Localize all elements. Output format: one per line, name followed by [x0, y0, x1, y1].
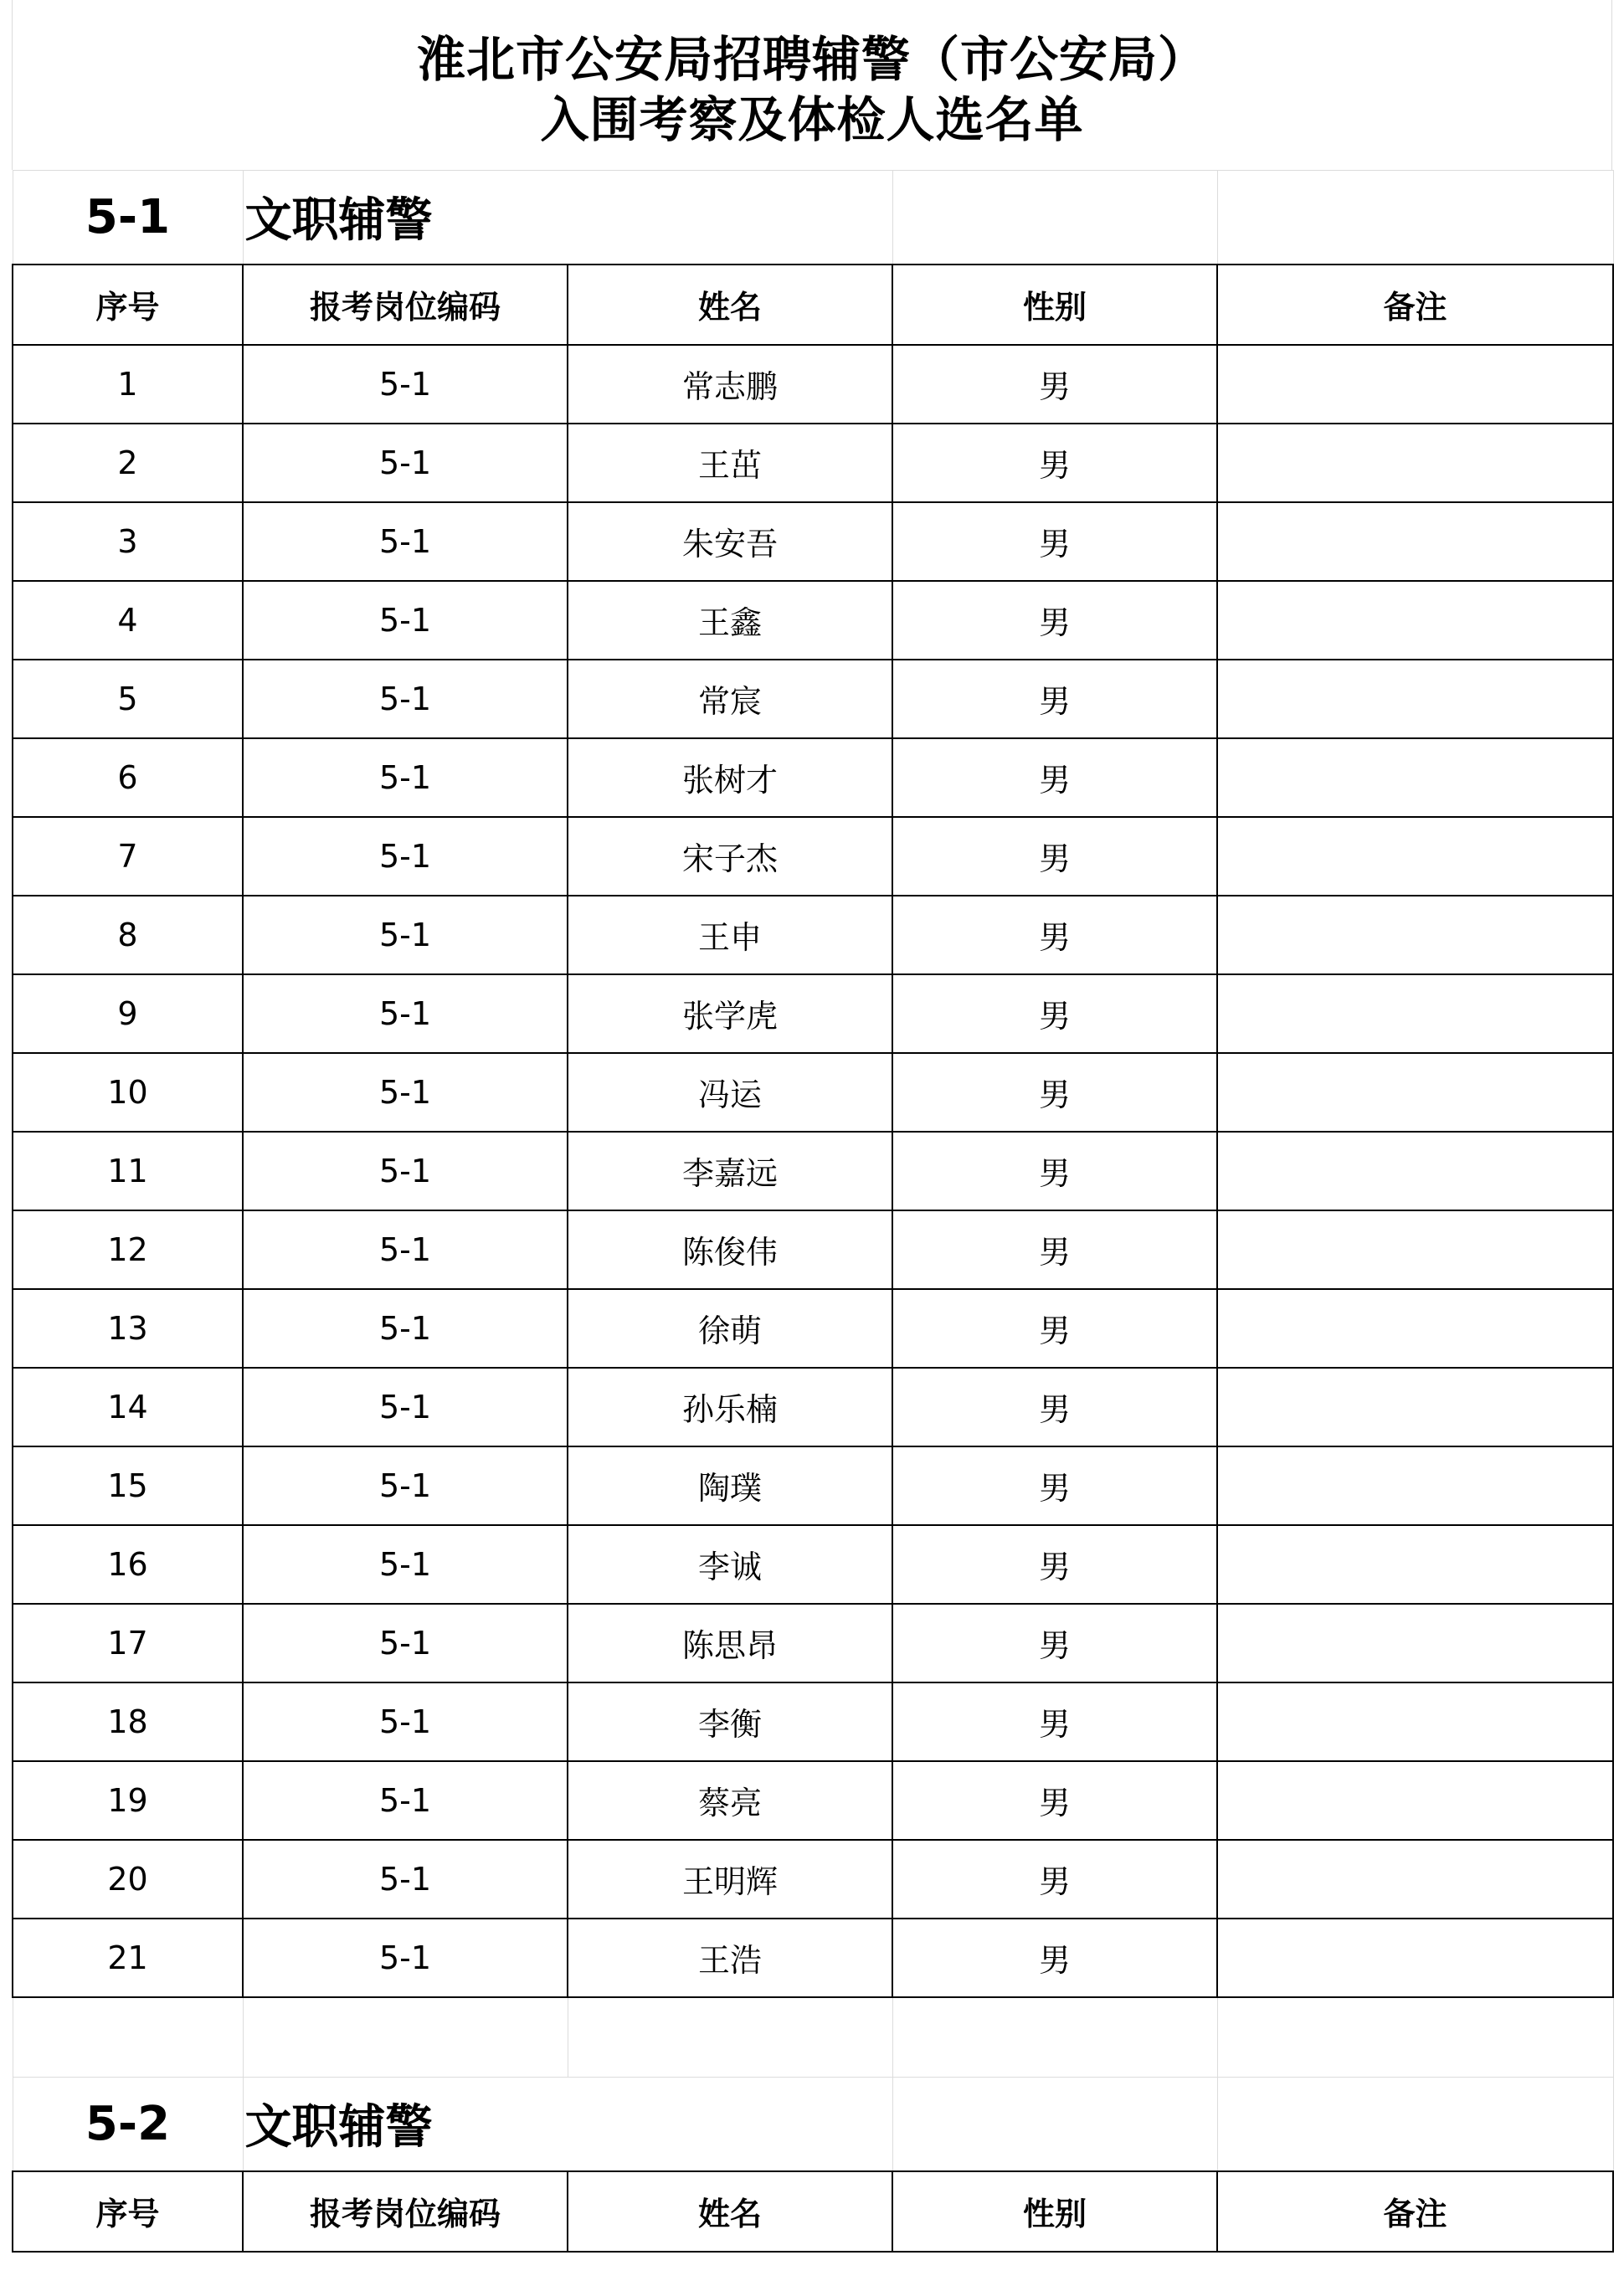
table-row [13, 1682, 1613, 1761]
cell-name: 王申 [568, 896, 892, 974]
cell-name: 张学虎 [568, 974, 892, 1053]
cell-remark [1217, 1368, 1613, 1446]
cell-gender: 男 [892, 424, 1217, 502]
section-position-type: 文职辅警 [243, 171, 568, 265]
table-row [13, 1525, 1613, 1604]
cell-index: 15 [13, 1446, 243, 1525]
cell-name: 徐萌 [568, 1289, 892, 1368]
cell-index: 20 [13, 1840, 243, 1919]
cell-code: 5-1 [243, 1446, 568, 1525]
section-empty-cell [568, 171, 892, 265]
section-empty-cell [1217, 2078, 1613, 2171]
cell-index: 11 [13, 1132, 243, 1210]
table-header-row [13, 265, 1613, 345]
cell-name: 王明辉 [568, 1840, 892, 1919]
cell-code: 5-1 [243, 1919, 568, 1997]
table-row [13, 896, 1613, 974]
column-header-remark: 备注 [1217, 265, 1613, 345]
cell-gender: 男 [892, 1053, 1217, 1132]
cell-gender: 男 [892, 1368, 1217, 1446]
cell-code: 5-1 [243, 1840, 568, 1919]
cell-code: 5-1 [243, 1210, 568, 1289]
table-row [13, 502, 1613, 581]
table-row [13, 1919, 1613, 1997]
table-row [13, 1289, 1613, 1368]
cell-index: 6 [13, 738, 243, 817]
cell-remark [1217, 660, 1613, 738]
cell-remark [1217, 738, 1613, 817]
cell-remark [1217, 1525, 1613, 1604]
cell-remark [1217, 1682, 1613, 1761]
cell-remark [1217, 345, 1613, 424]
title-block [12, 0, 1612, 170]
cell-remark [1217, 424, 1613, 502]
cell-index: 13 [13, 1289, 243, 1368]
section-empty-cell [892, 171, 1217, 265]
cell-gender: 男 [892, 1446, 1217, 1525]
column-header-remark: 备注 [1217, 2171, 1613, 2252]
cell-index: 10 [13, 1053, 243, 1132]
cell-gender: 男 [892, 1682, 1217, 1761]
cell-code: 5-1 [243, 581, 568, 660]
cell-gender: 男 [892, 738, 1217, 817]
cell-index: 1 [13, 345, 243, 424]
cell-index: 9 [13, 974, 243, 1053]
cell-index: 3 [13, 502, 243, 581]
section-heading [13, 171, 1613, 265]
cell-name: 陈俊伟 [568, 1210, 892, 1289]
table-row [13, 345, 1613, 424]
cell-name: 孙乐楠 [568, 1368, 892, 1446]
cell-code: 5-1 [243, 502, 568, 581]
candidate-table [12, 170, 1614, 2253]
cell-remark [1217, 1919, 1613, 1997]
cell-index: 5 [13, 660, 243, 738]
table-row [13, 424, 1613, 502]
cell-remark [1217, 1446, 1613, 1525]
cell-name: 王浩 [568, 1919, 892, 1997]
cell-code: 5-1 [243, 817, 568, 896]
cell-code: 5-1 [243, 896, 568, 974]
table-row [13, 1132, 1613, 1210]
cell-code: 5-1 [243, 1289, 568, 1368]
table-body [13, 171, 1613, 2252]
document-sheet [12, 0, 1612, 2253]
cell-name: 陶璞 [568, 1446, 892, 1525]
cell-remark [1217, 896, 1613, 974]
cell-name: 蔡亮 [568, 1761, 892, 1840]
cell-gender: 男 [892, 581, 1217, 660]
cell-code: 5-1 [243, 424, 568, 502]
cell-name: 常宸 [568, 660, 892, 738]
cell-name: 李嘉远 [568, 1132, 892, 1210]
cell-index: 8 [13, 896, 243, 974]
cell-gender: 男 [892, 896, 1217, 974]
page-title: 淮北市公安局招聘辅警（市公安局） [416, 31, 1207, 88]
column-header-index: 序号 [13, 2171, 243, 2252]
cell-gender: 男 [892, 1132, 1217, 1210]
table-row [13, 660, 1613, 738]
table-row [13, 1210, 1613, 1289]
cell-name: 陈思昂 [568, 1604, 892, 1682]
cell-remark [1217, 974, 1613, 1053]
cell-name: 朱安吾 [568, 502, 892, 581]
section-position-type: 文职辅警 [243, 2078, 568, 2171]
cell-name: 张树才 [568, 738, 892, 817]
cell-gender: 男 [892, 502, 1217, 581]
cell-name: 王茁 [568, 424, 892, 502]
table-row [13, 1053, 1613, 1132]
cell-gender: 男 [892, 1289, 1217, 1368]
cell-gender: 男 [892, 1604, 1217, 1682]
cell-index: 21 [13, 1919, 243, 1997]
cell-index: 19 [13, 1761, 243, 1840]
cell-name: 冯运 [568, 1053, 892, 1132]
table-row [13, 1761, 1613, 1840]
cell-gender: 男 [892, 345, 1217, 424]
cell-name: 王鑫 [568, 581, 892, 660]
column-header-index: 序号 [13, 265, 243, 345]
table-row [13, 1368, 1613, 1446]
cell-remark [1217, 1289, 1613, 1368]
cell-gender: 男 [892, 1919, 1217, 1997]
cell-gender: 男 [892, 974, 1217, 1053]
cell-gender: 男 [892, 817, 1217, 896]
cell-code: 5-1 [243, 1053, 568, 1132]
cell-index: 7 [13, 817, 243, 896]
column-header-name: 姓名 [568, 265, 892, 345]
cell-name: 李衡 [568, 1682, 892, 1761]
cell-code: 5-1 [243, 1132, 568, 1210]
section-code: 5-1 [13, 171, 243, 265]
cell-gender: 男 [892, 1525, 1217, 1604]
cell-remark [1217, 1840, 1613, 1919]
cell-gender: 男 [892, 660, 1217, 738]
section-empty-cell [892, 2078, 1217, 2171]
section-heading [13, 2078, 1613, 2171]
cell-code: 5-1 [243, 1368, 568, 1446]
cell-remark [1217, 1761, 1613, 1840]
cell-gender: 男 [892, 1210, 1217, 1289]
cell-code: 5-1 [243, 1682, 568, 1761]
cell-index: 2 [13, 424, 243, 502]
column-header-gender: 性别 [892, 265, 1217, 345]
table-row [13, 817, 1613, 896]
cell-name: 李诚 [568, 1525, 892, 1604]
cell-code: 5-1 [243, 974, 568, 1053]
page-subtitle: 入围考察及体检人选名单 [540, 91, 1084, 148]
column-header-code: 报考岗位编码 [243, 2171, 568, 2252]
cell-remark [1217, 1053, 1613, 1132]
cell-code: 5-1 [243, 1525, 568, 1604]
table-row [13, 581, 1613, 660]
cell-code: 5-1 [243, 1761, 568, 1840]
cell-remark [1217, 502, 1613, 581]
cell-gender: 男 [892, 1761, 1217, 1840]
cell-remark [1217, 1132, 1613, 1210]
cell-gender: 男 [892, 1840, 1217, 1919]
cell-code: 5-1 [243, 660, 568, 738]
cell-remark [1217, 1604, 1613, 1682]
cell-index: 14 [13, 1368, 243, 1446]
cell-index: 18 [13, 1682, 243, 1761]
table-row [13, 738, 1613, 817]
section-empty-cell [1217, 171, 1613, 265]
cell-index: 17 [13, 1604, 243, 1682]
cell-name: 宋子杰 [568, 817, 892, 896]
cell-code: 5-1 [243, 345, 568, 424]
table-header-row [13, 2171, 1613, 2252]
cell-index: 16 [13, 1525, 243, 1604]
cell-remark [1217, 817, 1613, 896]
spacer-row [13, 1997, 1613, 2078]
cell-index: 12 [13, 1210, 243, 1289]
cell-remark [1217, 581, 1613, 660]
cell-index: 4 [13, 581, 243, 660]
cell-remark [1217, 1210, 1613, 1289]
column-header-name: 姓名 [568, 2171, 892, 2252]
table-row [13, 974, 1613, 1053]
section-code: 5-2 [13, 2078, 243, 2171]
table-row [13, 1604, 1613, 1682]
table-row [13, 1446, 1613, 1525]
cell-code: 5-1 [243, 738, 568, 817]
column-header-gender: 性别 [892, 2171, 1217, 2252]
cell-name: 常志鹏 [568, 345, 892, 424]
column-header-code: 报考岗位编码 [243, 265, 568, 345]
section-empty-cell [568, 2078, 892, 2171]
table-row [13, 1840, 1613, 1919]
cell-code: 5-1 [243, 1604, 568, 1682]
